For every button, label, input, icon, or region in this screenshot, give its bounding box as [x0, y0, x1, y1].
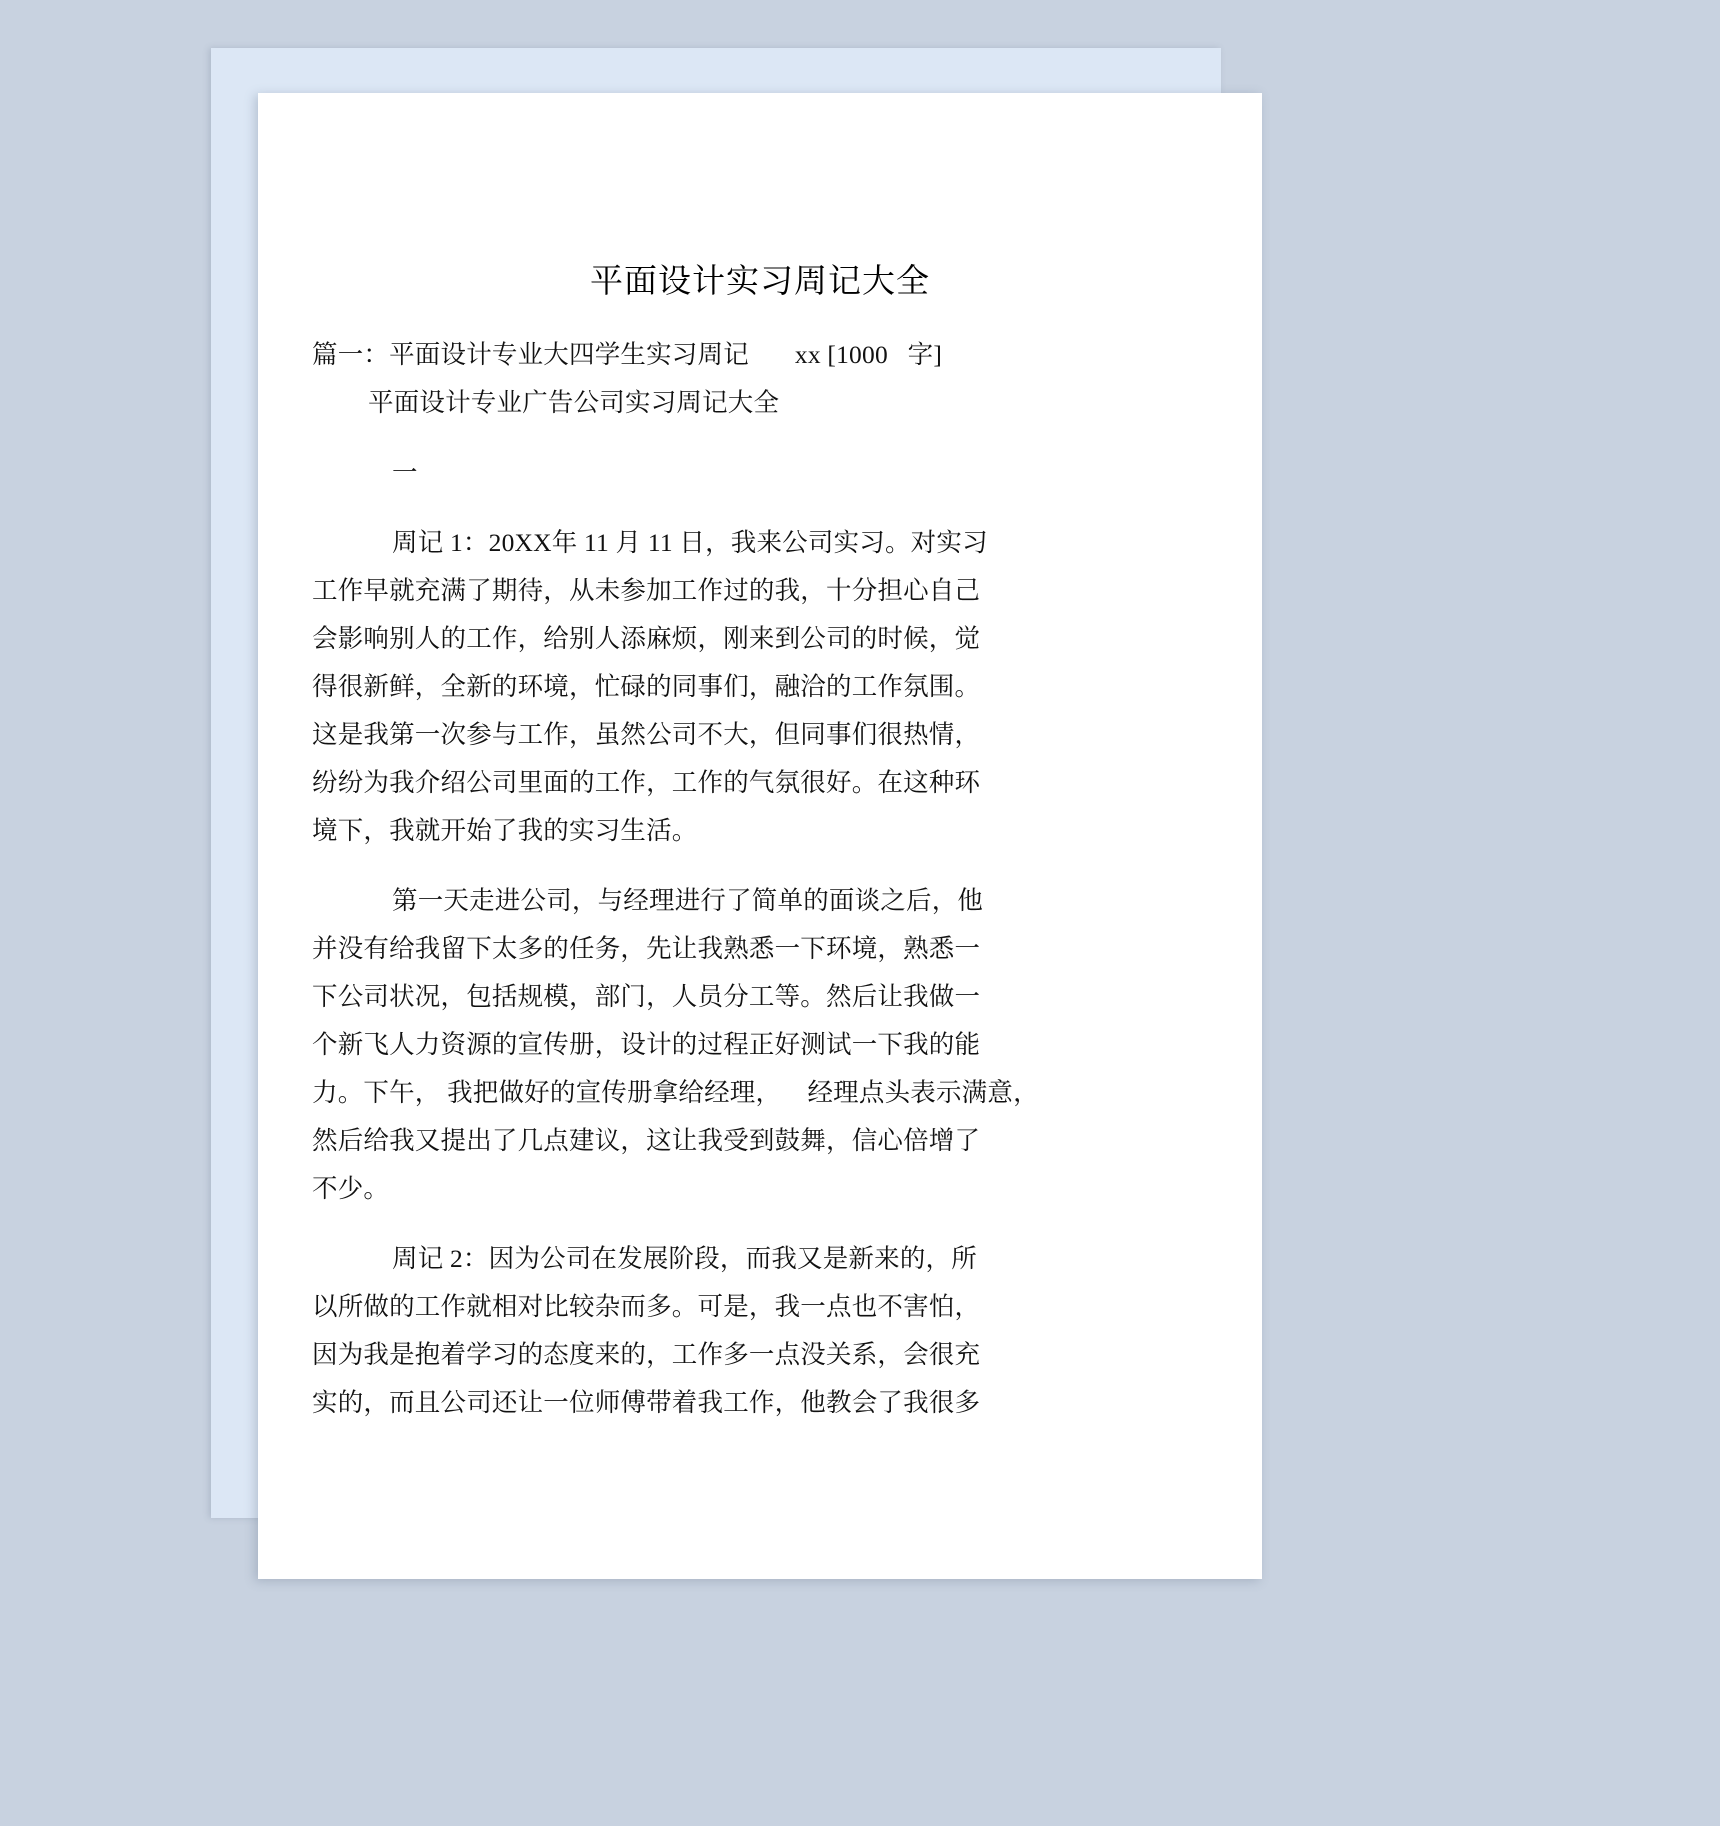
paragraph-line: 然后给我又提出了几点建议，这让我受到鼓舞，信心倍增了: [312, 1125, 981, 1155]
paragraph-line: 境下，我就开始了我的实习生活。: [312, 815, 698, 845]
paragraph-line: 实的，而且公司还让一位师傅带着我工作，他教会了我很多: [312, 1387, 981, 1417]
spacer: [312, 427, 1208, 449]
spacer: [312, 1213, 1208, 1235]
paragraph-line: 个新飞人力资源的宣传册，设计的过程正好测试一下我的能: [312, 1029, 981, 1059]
paragraph-line: 以所做的工作就相对比较杂而多。可是，我一点也不害怕，: [312, 1291, 981, 1321]
paragraph-line: 周记 2：因为公司在发展阶段，而我又是新来的，所: [392, 1243, 977, 1273]
paragraph-line: 下公司状况，包括规模，部门，人员分工等。然后让我做一: [312, 981, 981, 1011]
heading-line-1: 篇一：平面设计专业大四学生实习周记 xx [1000 字]: [312, 339, 943, 369]
paragraph-line: 工作早就充满了期待，从未参加工作过的我，十分担心自己: [312, 575, 981, 605]
paragraph-line: 纷纷为我介绍公司里面的工作，工作的气氛很好。在这种环: [312, 767, 981, 797]
paragraph-line: 不少。: [312, 1173, 390, 1203]
spacer: [312, 855, 1208, 877]
heading-line-2: 平面设计专业广告公司实习周记大全: [368, 387, 780, 417]
document-page: [258, 93, 1262, 1579]
paragraph-line: 会影响别人的工作，给别人添麻烦，刚来到公司的时候，觉: [312, 623, 981, 653]
paragraph-line: 得很新鲜，全新的环境，忙碌的同事们，融洽的工作氛围。: [312, 671, 981, 701]
section-marker: 一: [392, 457, 418, 487]
paragraph-first-day: [312, 877, 1208, 1213]
paragraph-line: 力。下午， 我把做好的宣传册拿给经理， 经理点头表示满意，: [312, 1077, 1039, 1107]
paragraph-line: 并没有给我留下太多的任务，先让我熟悉一下环境，熟悉一: [312, 933, 981, 963]
document-body: [258, 331, 1262, 1427]
paragraph-weekly-1: [312, 519, 1208, 855]
paragraph-line: 周记 1：20XX年 11 月 11 日，我来公司实习。对实习: [392, 527, 988, 557]
paragraph-line: 这是我第一次参与工作，虽然公司不大，但同事们很热情，: [312, 719, 981, 749]
paragraph-line: 因为我是抱着学习的态度来的，工作多一点没关系，会很充: [312, 1339, 981, 1369]
page-content: [258, 93, 1262, 1579]
paragraph-weekly-2: [312, 1235, 1208, 1427]
page-title: 平面设计实习周记大全: [590, 262, 930, 299]
paragraph-line: 第一天走进公司，与经理进行了简单的面谈之后，他: [392, 885, 984, 915]
spacer: [312, 497, 1208, 519]
